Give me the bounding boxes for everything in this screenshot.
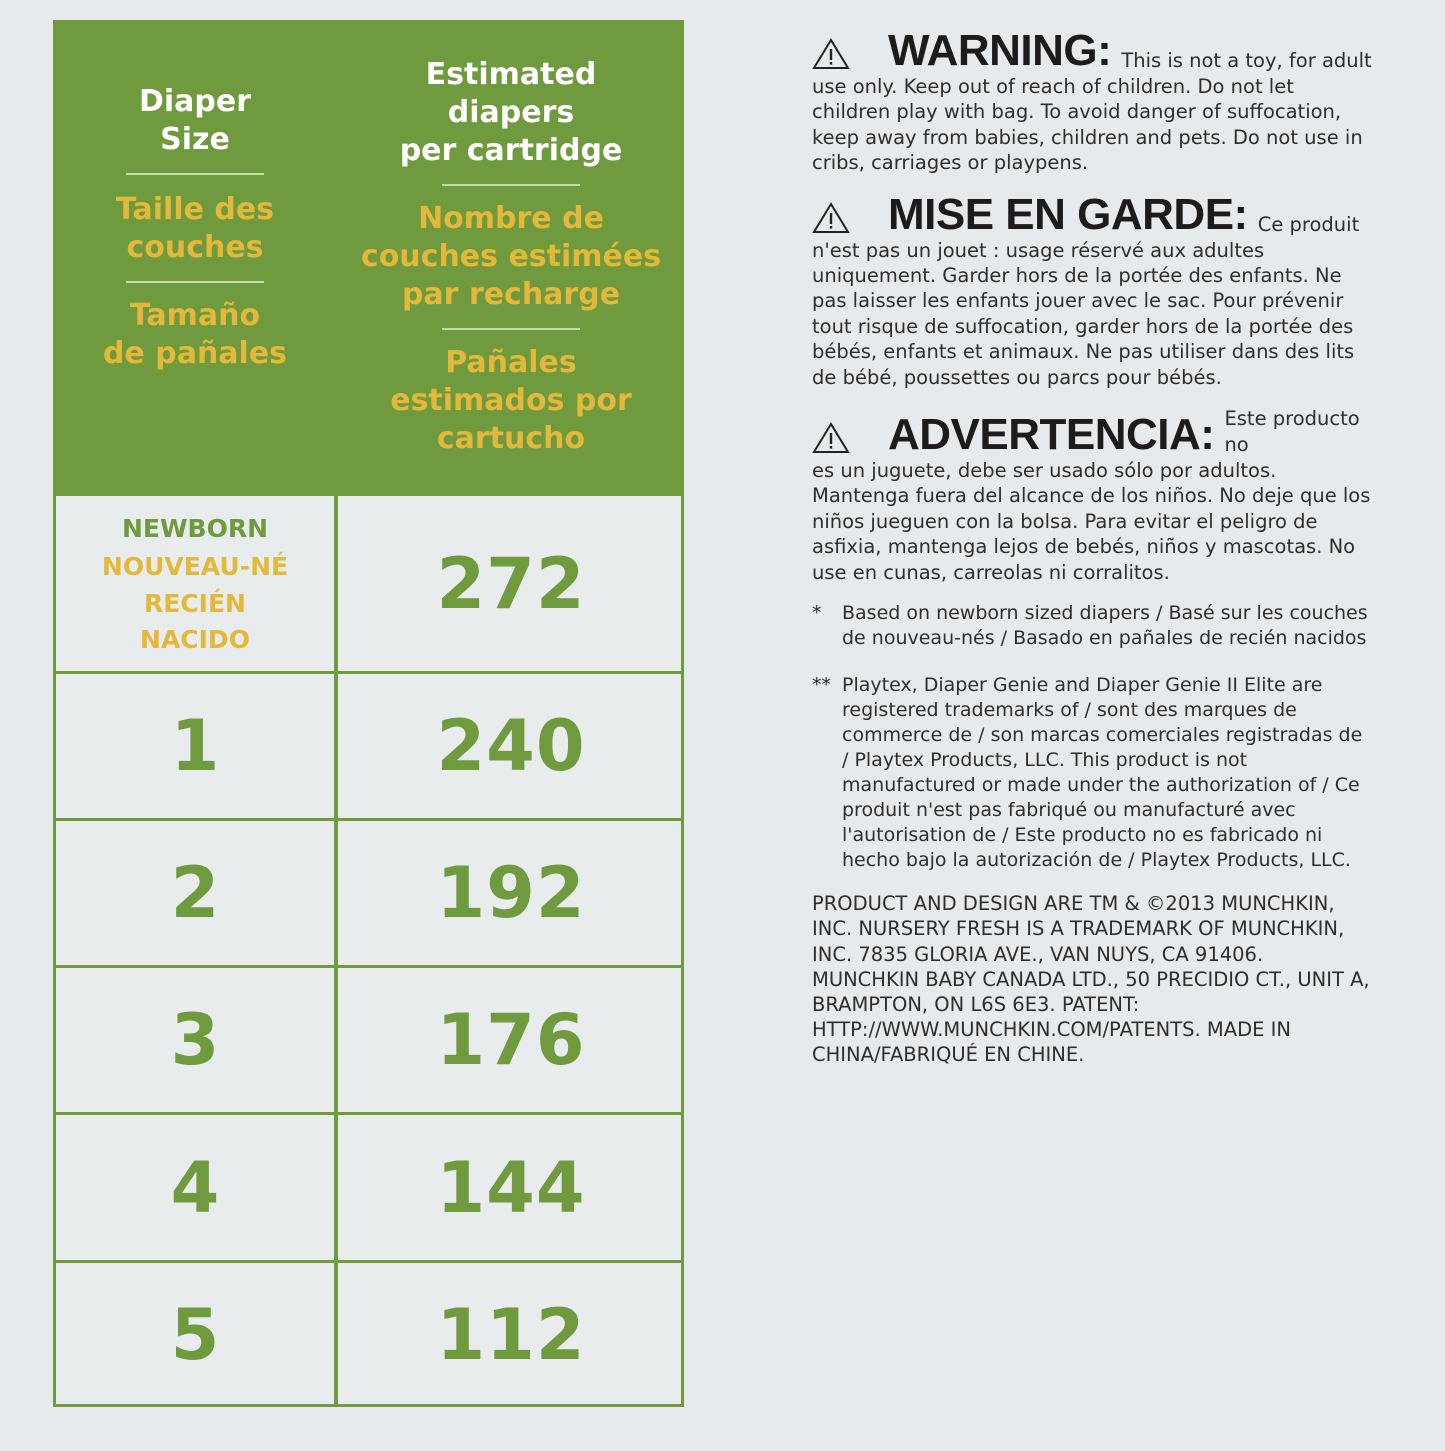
table-row <box>56 818 684 965</box>
footnote-text: Playtex, Diaper Genie and Diaper Genie II Elite are registered trademarks of / sont des marques de commerce de / son marcas comerciales registradas de / Playtex Products, LLC. This product is not manufactured or made under the authorization of / Ce produit n'est pas fabriqué ou manufacturé avec l'autorisation de / Este producto no es fabricado ni hecho bajo la autorización de / Playtex Products, LLC. <box>842 674 1363 872</box>
header-count-fr: Nombre de couches estimées par recharge <box>360 201 662 312</box>
header-rule <box>126 281 264 283</box>
header-diapers-per-cartridge <box>338 23 684 493</box>
size-cell: 5 <box>170 1294 220 1376</box>
header-diaper-size <box>56 23 334 493</box>
table-row-newborn <box>56 493 684 671</box>
newborn-label-fr: NOUVEAU-NÉ <box>101 551 289 581</box>
footnote-newborn <box>812 601 1372 651</box>
warning-lead: Este producto no <box>1224 407 1360 457</box>
warning-block-en <box>812 28 1372 176</box>
warning-title: ADVERTENCIA: <box>888 410 1215 460</box>
newborn-label-en: NEWBORN <box>121 513 269 543</box>
count-cell-newborn: 272 <box>436 542 586 625</box>
size-cell: 1 <box>170 705 220 787</box>
size-cell: 2 <box>170 852 220 934</box>
warning-block-es <box>812 406 1372 585</box>
warning-lead: This is not a toy, for adult <box>1121 49 1372 72</box>
warning-body: es un juguete, debe ser usado sólo por adultos. Mantenga fuera del alcance de los niños. No deje que los niños jueguen con la bolsa. Para evitar el peligro de asfixia, mantenga lejos de bebés, niños y mascotas. No use en cunas, carreolas ni corralitos. <box>812 459 1371 584</box>
header-count-es: Pañales estimados por cartucho <box>390 345 632 456</box>
newborn-label-es: RECIÉN NACIDO <box>140 588 250 654</box>
header-size-en: Diaper Size <box>138 84 252 157</box>
warning-triangle-icon <box>812 422 850 454</box>
table-row <box>56 671 684 818</box>
count-cell: 192 <box>436 852 586 934</box>
warning-body: n'est pas un jouet : usage réservé aux adultes uniquement. Garder hors de la portée des enfants. Ne pas laisser les enfants jouer avec le sac. Pour prévenir tout risque de suffocation, garder hors de la portée des bébés, enfants et animaux. Ne pas utiliser dans des lits de bébé, poussettes ou parcs pour bébés. <box>812 238 1355 389</box>
footnote-mark: ** <box>812 674 831 697</box>
table-row <box>56 965 684 1112</box>
header-size-es: Tamaño de pañales <box>102 298 288 371</box>
size-cell: 3 <box>170 999 220 1081</box>
warning-lead: Ce produit <box>1257 212 1360 236</box>
header-rule <box>442 184 580 186</box>
size-cell: 4 <box>170 1146 220 1229</box>
table-row <box>56 1112 684 1260</box>
count-cell: 112 <box>436 1294 586 1376</box>
warning-triangle-icon <box>812 202 850 234</box>
warning-body: use only. Keep out of reach of children. Do not let children play with bag. To avoid danger of suffocation, keep away from babies, children and pets. Do not use in cribs, carriages or playpens. <box>812 75 1363 175</box>
warning-block-fr <box>812 189 1372 390</box>
footnote-text: Based on newborn sized diapers / Basé sur les couches de nouveau-nés / Basado en pañales de recién nacidos <box>842 602 1368 650</box>
table-row <box>56 1260 684 1407</box>
count-cell: 240 <box>436 705 586 787</box>
warning-triangle-icon <box>812 38 850 70</box>
warning-title: WARNING: <box>888 26 1112 75</box>
header-size-fr: Taille des couches <box>115 192 275 265</box>
footnote-trademarks <box>812 673 1372 873</box>
size-cell-newborn <box>56 496 334 671</box>
header-count-en: Estimated diapers per cartridge <box>399 57 623 168</box>
diaper-capacity-table <box>53 20 684 1407</box>
legal-notice: PRODUCT AND DESIGN ARE TM & ©2013 MUNCHKIN, INC. NURSERY FRESH IS A TRADEMARK OF MUNCHKIN, INC. 7835 GLORIA AVE., VAN NUYS, CA 91406. MUNCHKIN BABY CANADA LTD., 50 PRECIDIO CT., UNIT A, BRAMPTON, ON L6S 6E3. PATENT: HTTP://WWW.MUNCHKIN.COM/PATENTS. MADE IN CHINA/FABRIQUÉ EN CHINE. <box>812 892 1370 1067</box>
warning-text-column <box>812 28 1372 1068</box>
count-cell: 176 <box>436 999 586 1081</box>
count-cell: 144 <box>436 1146 586 1229</box>
header-rule <box>442 328 580 330</box>
footnote-mark: * <box>812 602 822 625</box>
warning-title: MISE EN GARDE: <box>888 189 1248 239</box>
header-rule <box>126 173 264 175</box>
